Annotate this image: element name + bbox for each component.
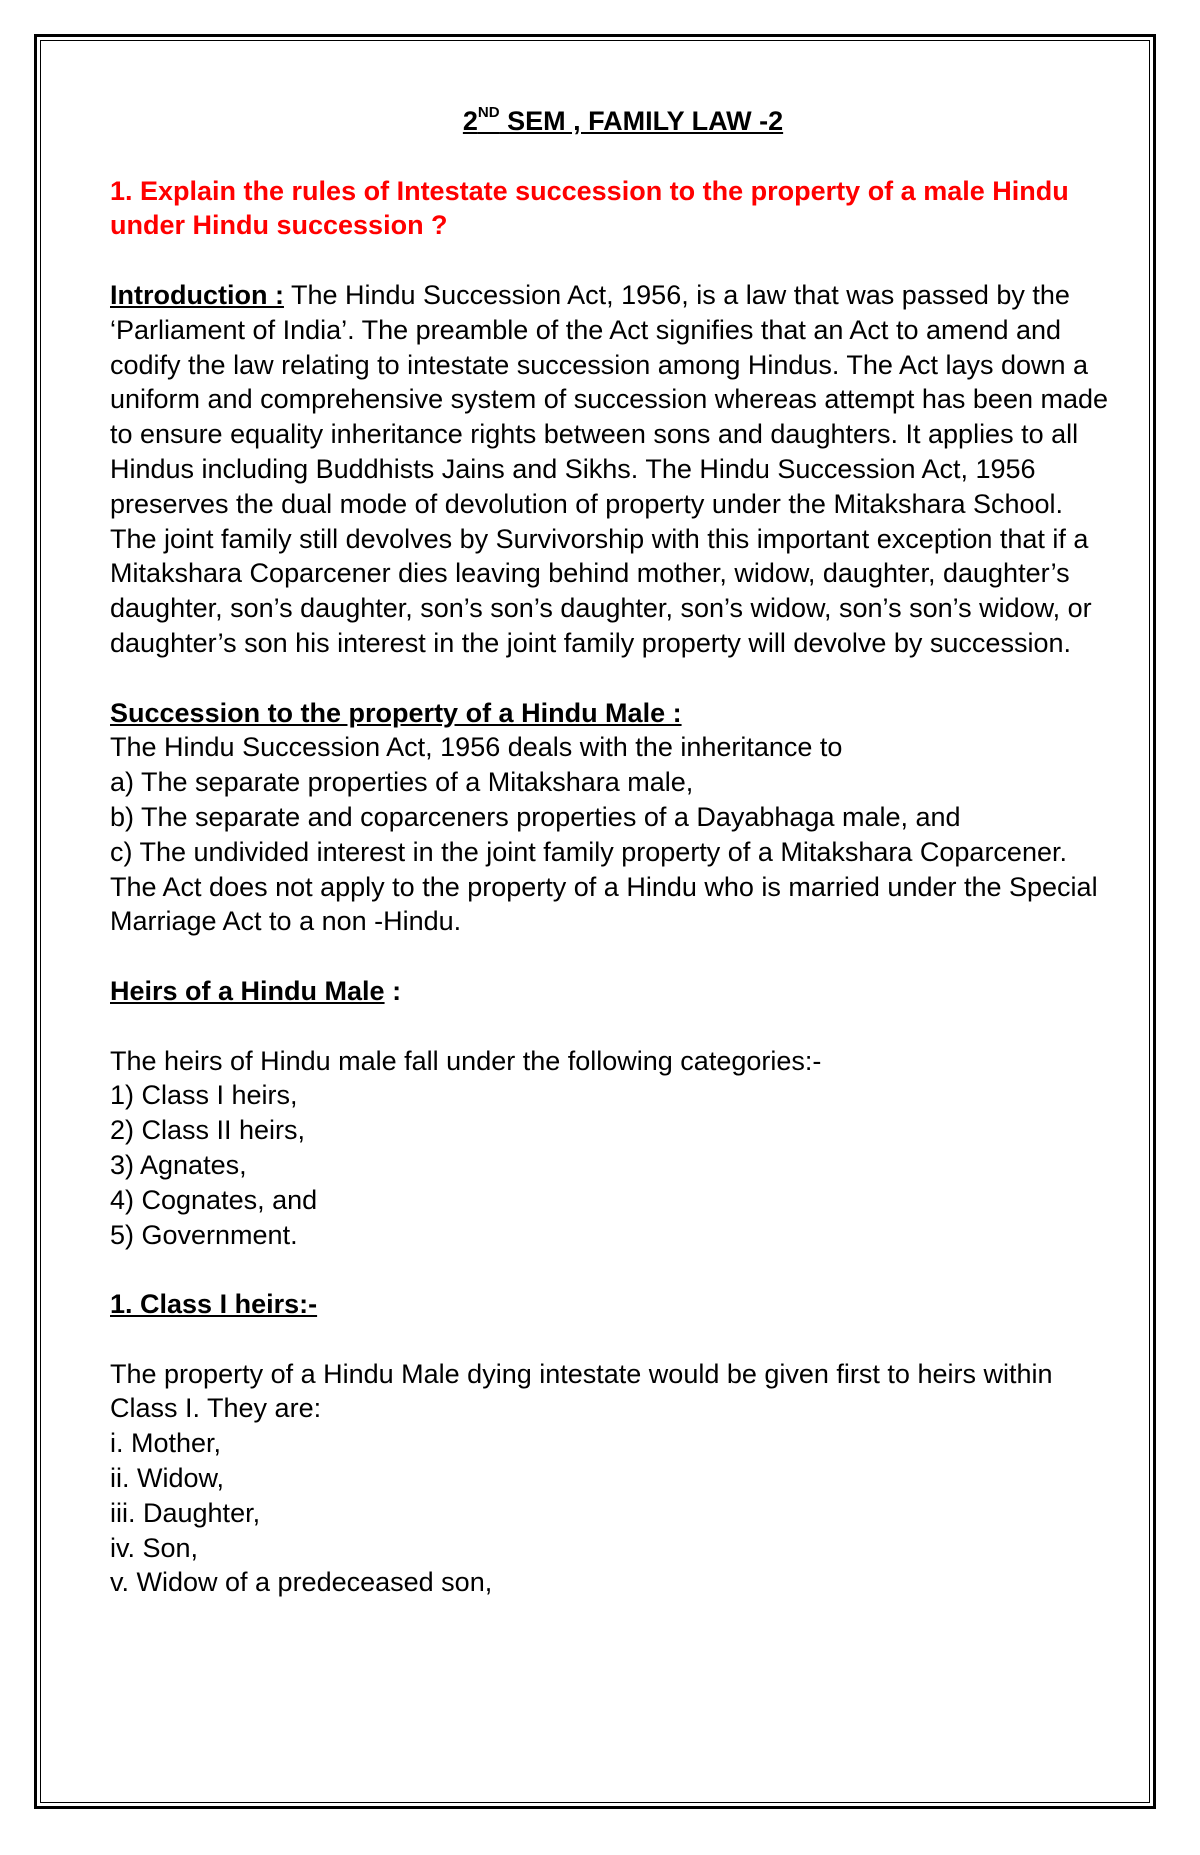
succession-section [110, 696, 1110, 940]
list-item: iii. Daughter, [110, 1497, 261, 1528]
succession-line: a) The separate properties of a Mitakshara male, [110, 767, 694, 798]
list-item: 2) Class II heirs, [110, 1115, 306, 1146]
heirs-heading-line [110, 974, 1110, 1009]
introduction-text: The Hindu Succession Act, 1956, is a law that was passed by the ‘Parliament of India’. The preamble of the Act signifies that an Act to amend and codify the law relating to intestate succession among Hindus. The Act lays down a uniform and comprehensive system of succession whereas attempt has been made to ensure equality inheritance rights between sons and daughters. It applies to all Hindus including Buddhists Jains and Sikhs. The Hindu Succession Act, 1956 preserves the dual mode of devolution of property under the Mitakshara School. The joint family still devolves by Survivorship with this important exception that if a Mitakshara Coparcener dies leaving behind mother, widow, daughter, daughter’s daughter, son’s daughter, son’s son’s daughter, son’s widow, son’s son’s widow, or daughter’s son his interest in the joint family property will devolve by succession. [110, 279, 1109, 658]
class1-section [110, 1357, 1110, 1601]
document-body [110, 104, 1110, 1600]
list-item: 1) Class I heirs, [110, 1080, 298, 1111]
succession-line: The Hindu Succession Act, 1956 deals with the inheritance to [110, 732, 843, 763]
list-item: 5) Government. [110, 1219, 298, 1250]
list-item: i. Mother, [110, 1428, 222, 1459]
list-item: 4) Cognates, and [110, 1184, 318, 1215]
title-text: SEM , FAMILY LAW -2 [499, 106, 784, 136]
title-superscript: ND [477, 104, 500, 121]
heirs-heading-suffix: : [384, 975, 402, 1006]
succession-line: The Act does not apply to the property of a Hindu who is married under the Special Marriage Act to a non -Hindu. [110, 871, 1098, 937]
succession-line: c) The undivided interest in the joint family property of a Mitakshara Coparcener. [110, 836, 1067, 867]
list-item: v. Widow of a predeceased son, [110, 1567, 493, 1598]
list-item: ii. Widow, [110, 1463, 225, 1494]
question-heading: 1. Explain the rules of Intestate succession to the property of a male Hindu under Hindu succession ? [110, 175, 1069, 241]
succession-line: b) The separate and coparceners properties of a Dayabhaga male, and [110, 801, 961, 832]
introduction-paragraph [110, 278, 1110, 661]
page-title [110, 104, 1110, 139]
heirs-section [110, 1044, 1110, 1253]
list-item: 3) Agnates, [110, 1149, 247, 1180]
heirs-heading: Heirs of a Hindu Male [110, 975, 385, 1006]
class1-heading-line [110, 1287, 1110, 1322]
class1-intro: The property of a Hindu Male dying intestate would be given first to heirs within Class I. They are: [110, 1358, 1053, 1424]
succession-heading: Succession to the property of a Hindu Male : [110, 697, 682, 728]
list-item: iv. Son, [110, 1532, 199, 1563]
class1-heading: 1. Class I heirs:- [110, 1289, 318, 1320]
introduction-heading: Introduction : [110, 279, 284, 310]
heirs-intro: The heirs of Hindu male fall under the following categories:- [110, 1045, 822, 1076]
title-number: 2 [462, 106, 478, 136]
